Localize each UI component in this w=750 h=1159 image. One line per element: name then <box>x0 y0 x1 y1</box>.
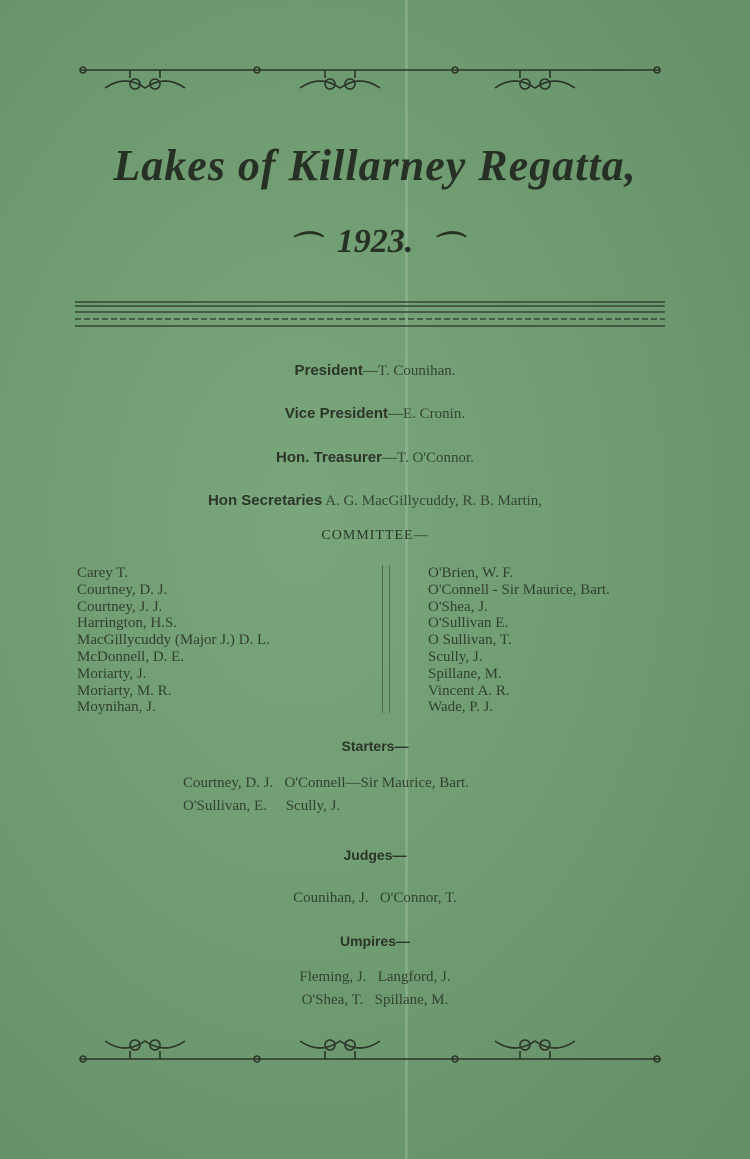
committee-heading: COMMITTEE— <box>321 528 429 543</box>
list-item: Scully, J. <box>428 648 483 665</box>
column-divider <box>382 565 390 713</box>
starters-row: O'Sullivan, E. Scully, J. <box>183 798 341 814</box>
list-item: O Sullivan, T. <box>428 632 512 649</box>
top-ornament <box>75 60 665 94</box>
judges-heading: Judges— <box>343 847 407 863</box>
list-item: Carey T. <box>77 565 129 581</box>
right-scroll-icon: ⌒ <box>431 231 462 264</box>
decorative-rule <box>75 298 665 330</box>
left-scroll-icon: ⌒ <box>288 231 319 264</box>
list-item: Courtney, D. J. <box>77 581 168 598</box>
list-item: McDonnell, D. E. <box>77 648 185 665</box>
bottom-ornament <box>75 1035 665 1069</box>
committee-left-column <box>77 565 270 716</box>
list-item: Harrington, H.S. <box>77 615 177 632</box>
list-item: O'Connell - Sir Maurice, Bart. <box>428 581 610 598</box>
judges-row: Counihan, J. O'Connor, T. <box>293 890 457 906</box>
umpires-row: O'Shea, T. Spillane, M. <box>301 992 449 1008</box>
document-title: Lakes of Killarney Regatta, <box>113 141 637 190</box>
year: 1923. <box>336 222 414 260</box>
vice-president-line: Vice President—E. Cronin. <box>284 405 466 422</box>
starters-row: Courtney, D. J. O'Connell—Sir Maurice, Bart. <box>183 775 469 791</box>
umpires-heading: Umpires— <box>339 933 411 949</box>
treasurer-line: Hon. Treasurer—T. O'Connor. <box>276 449 474 466</box>
president-line: President—T. Counihan. <box>294 362 456 379</box>
list-item: O'Brien, W. F. <box>428 565 514 581</box>
list-item: Courtney, J. J. <box>77 598 163 615</box>
list-item: Vincent A. R. <box>428 682 510 699</box>
committee-right-column <box>428 565 610 716</box>
list-item: Wade, P. J. <box>428 699 494 716</box>
year-line <box>0 222 750 266</box>
umpires-row: Fleming, J. Langford, J. <box>299 969 451 985</box>
list-item: Moriarty, M. R. <box>77 682 172 699</box>
list-item: Moynihan, J. <box>77 699 156 716</box>
secretaries-line: Hon Secretaries A. G. MacGillycuddy, R. B. Martin, <box>207 492 543 509</box>
list-item: Moriarty, J. <box>77 665 147 682</box>
list-item: Spillane, M. <box>428 665 502 682</box>
list-item: MacGillycuddy (Major J.) D. L. <box>77 632 270 649</box>
starters-heading: Starters— <box>341 738 409 754</box>
list-item: O'Sullivan E. <box>428 615 509 632</box>
list-item: O'Shea, J. <box>428 598 488 615</box>
